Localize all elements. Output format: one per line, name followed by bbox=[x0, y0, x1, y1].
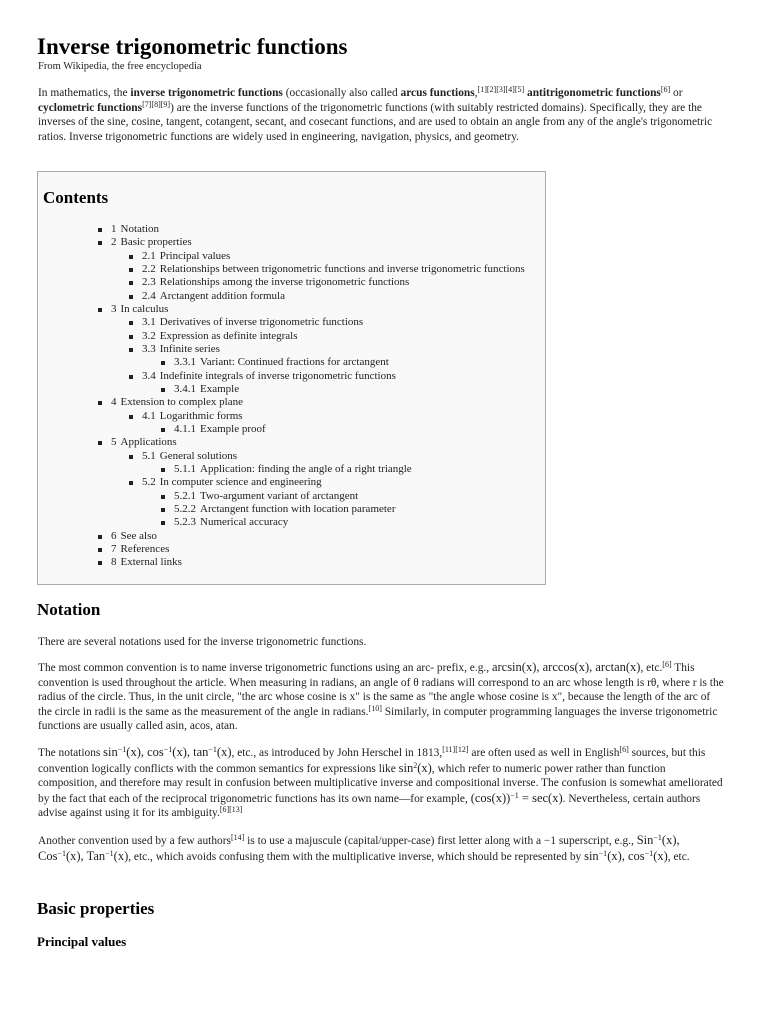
subsection-heading-principal-values: Principal values bbox=[37, 934, 127, 949]
math-exponent: −1 bbox=[208, 745, 217, 754]
math-exponent: −1 bbox=[644, 848, 654, 858]
bullet-icon bbox=[98, 535, 102, 539]
text: Similarly, in computer programming languages the inverse trigonometric functions are usually called asin, acos, atan. bbox=[38, 705, 718, 733]
toc-item[interactable] bbox=[38, 410, 543, 423]
bullet-icon bbox=[129, 455, 133, 459]
math-part: (x) bbox=[653, 848, 668, 863]
math-expression bbox=[584, 849, 668, 863]
text: , etc. bbox=[640, 662, 663, 674]
toc-item-number: 3 bbox=[111, 302, 117, 315]
toc-item-number: 4 bbox=[111, 396, 117, 409]
toc-item-number: 3.2 bbox=[142, 329, 156, 342]
text: , which refer to numeric power rather than function composition, and therefore may result in confusion between multiplicative inverse and compositional inverse. The confusion is somewhat ameliorated by the fact that each of the reciprocal trigonometric functions has its own name—for example, bbox=[38, 762, 723, 805]
toc-item-label[interactable]: Indefinite integrals of inverse trigonometric functions bbox=[159, 369, 396, 382]
bullet-icon bbox=[129, 335, 133, 339]
bullet-icon bbox=[98, 228, 102, 232]
toc-item-number: 3.3 bbox=[142, 342, 156, 355]
notation-paragraph-2 bbox=[38, 660, 724, 734]
toc-item-number: 3.4.1 bbox=[174, 382, 196, 395]
bullet-icon bbox=[98, 308, 102, 312]
toc-item-label[interactable]: Application: finding the angle of a right triangle bbox=[200, 462, 412, 475]
toc-item[interactable] bbox=[38, 356, 543, 369]
text: , etc., as introduced by John Herschel in 1813, bbox=[231, 747, 443, 759]
section-heading-notation: Notation bbox=[37, 600, 101, 619]
toc-item-label[interactable]: Derivatives of inverse trigonometric functions bbox=[159, 316, 364, 329]
bullet-icon bbox=[161, 508, 165, 512]
toc-item[interactable] bbox=[38, 516, 543, 529]
math-expression bbox=[399, 761, 432, 775]
toc-item[interactable] bbox=[38, 263, 543, 276]
math-part: (x) bbox=[113, 848, 129, 863]
toc-item[interactable] bbox=[38, 370, 543, 383]
citation[interactable]: [11][12] bbox=[442, 745, 469, 754]
citation[interactable]: [1][2][3][4][5] bbox=[477, 85, 525, 94]
bullet-icon bbox=[161, 361, 165, 365]
math-exponent: −1 bbox=[653, 833, 662, 842]
toc-item[interactable] bbox=[38, 316, 543, 329]
toc-item[interactable] bbox=[38, 396, 543, 409]
citation[interactable]: [10] bbox=[368, 703, 382, 713]
citation[interactable]: [6] bbox=[660, 85, 671, 94]
toc-list bbox=[38, 223, 543, 570]
toc-item[interactable] bbox=[38, 383, 543, 396]
toc-item-number: 4.1 bbox=[142, 409, 156, 422]
toc-item-number: 5.1.1 bbox=[174, 462, 196, 475]
math-part: sin bbox=[103, 745, 118, 759]
intro-text: In mathematics, the bbox=[38, 87, 131, 99]
toc-item-label[interactable]: Expression as definite integrals bbox=[159, 329, 298, 342]
math-part: (x), tan bbox=[172, 745, 209, 759]
math-part: Sin bbox=[636, 833, 654, 847]
page-title: Inverse trigonometric functions bbox=[37, 34, 348, 59]
toc-item[interactable] bbox=[38, 490, 543, 503]
toc-item-label[interactable]: Two-argument variant of arctangent bbox=[200, 489, 359, 502]
citation[interactable]: [14] bbox=[230, 833, 245, 842]
toc-item-label[interactable]: Infinite series bbox=[159, 342, 220, 355]
toc-item[interactable] bbox=[38, 556, 543, 569]
toc-item-number: 3.1 bbox=[142, 316, 156, 329]
term-antitrig: antitrigonometric functions bbox=[527, 87, 661, 99]
toc-title: Contents bbox=[43, 188, 109, 207]
math-expression: arcsin(x), arccos(x), arctan(x) bbox=[491, 660, 641, 674]
toc-item-number: 1 bbox=[111, 223, 117, 235]
toc-item-label[interactable]: Example proof bbox=[200, 422, 266, 435]
toc-item-number: 3.4 bbox=[142, 369, 156, 382]
math-expression bbox=[471, 791, 563, 805]
bullet-icon bbox=[161, 468, 165, 472]
toc-item-number: 2 bbox=[111, 236, 117, 249]
text: This convention is used throughout the article. When measuring in radians, an angle of θ radians will correspond to an arc whose length is rθ, where r is the radius of the circle. Thus, in the unit circle, "the arc whose cosine is x" is the same as "the angle whose cosine is x", because the length of the arc of the circle in radii is the same as the measurement of the angle in radians. bbox=[38, 662, 724, 718]
math-part: (x), Tan bbox=[65, 848, 106, 863]
math-part: (cos(x)) bbox=[470, 790, 511, 805]
bullet-icon bbox=[98, 241, 102, 245]
math-part: (x), Cos bbox=[38, 833, 680, 863]
bullet-icon bbox=[129, 281, 133, 285]
toc-item[interactable] bbox=[38, 330, 543, 343]
text: sources, but this convention logically conflicts with the common semantics for expressions like bbox=[38, 747, 706, 775]
bullet-icon bbox=[129, 268, 133, 272]
bullet-icon bbox=[129, 295, 133, 299]
toc-item-label[interactable]: Relationships between trigonometric functions and inverse trigonometric functions bbox=[159, 262, 525, 275]
bullet-icon bbox=[129, 481, 133, 485]
intro-paragraph: In mathematics, the inverse trigonometric functions (occasionally also called arcus functions,[1][2][3][4][5] antitrigonometric functions[6] or cyclometric functions[7][8][9]) are the inverse functions of the trigonometric functions (with suitably restricted domains). Specifically, they are the inverses of the sine, cosine, tangent, cotangent, secant, and cosecant functions, and are used to obtain an angle from any of the angle's trigonometric ratios. Inverse trigonometric functions are widely used in engineering, navigation, physics, and geometry. bbox=[38, 85, 713, 143]
math-exponent: −1 bbox=[57, 848, 66, 858]
citation[interactable]: [7][8][9] bbox=[142, 99, 171, 109]
toc-item-number: 2.1 bbox=[142, 249, 156, 262]
toc-item-number: 5.2.2 bbox=[174, 502, 196, 515]
bullet-icon bbox=[129, 348, 133, 352]
toc-item[interactable] bbox=[38, 436, 543, 449]
toc-item-number: 2.2 bbox=[142, 262, 156, 275]
term-arcus: arcus functions bbox=[400, 87, 475, 99]
text: The most common convention is to name inverse trigonometric functions using an arc- prefix, e.g., bbox=[38, 662, 492, 674]
bullet-icon bbox=[161, 428, 165, 432]
intro-text: (occasionally also called bbox=[282, 87, 401, 99]
toc-item[interactable] bbox=[38, 476, 543, 489]
toc-item-label[interactable]: Logarithmic forms bbox=[159, 409, 243, 422]
toc-item-number: 2.4 bbox=[142, 289, 156, 302]
toc-item-label[interactable]: General solutions bbox=[159, 449, 238, 462]
toc-item[interactable] bbox=[38, 450, 543, 463]
toc-item[interactable] bbox=[38, 250, 543, 263]
text: , etc. bbox=[667, 850, 690, 863]
toc-item-number: 3.3.1 bbox=[174, 356, 196, 369]
math-part: (x) bbox=[216, 745, 232, 759]
bullet-icon bbox=[98, 561, 102, 565]
math-expression bbox=[103, 745, 231, 759]
bullet-icon bbox=[129, 255, 133, 259]
toc-item-number: 5.2 bbox=[142, 476, 156, 489]
text: The notations bbox=[38, 747, 104, 759]
term-cyclometric: cyclometric functions bbox=[38, 101, 143, 114]
toc-item-number: 7 bbox=[111, 542, 117, 555]
notation-paragraph-3 bbox=[38, 745, 724, 821]
toc-item-number: 5.2.3 bbox=[174, 516, 196, 529]
math-exponent: −1 bbox=[598, 848, 608, 858]
toc-item[interactable] bbox=[38, 503, 543, 516]
toc-item-label[interactable]: Example bbox=[200, 382, 240, 395]
table-of-contents bbox=[37, 171, 546, 585]
toc-item-number: 5.1 bbox=[142, 449, 156, 462]
text: . Nevertheless, certain authors advise against using it for its ambiguity. bbox=[38, 792, 701, 820]
toc-item[interactable] bbox=[38, 236, 543, 249]
toc-item-number: 8 bbox=[111, 556, 117, 569]
toc-item[interactable] bbox=[38, 290, 543, 303]
bullet-icon bbox=[129, 415, 133, 419]
math-exponent: −1 bbox=[105, 848, 114, 858]
notation-paragraph-4 bbox=[38, 833, 724, 864]
toc-item-number: 4.1.1 bbox=[174, 422, 196, 435]
toc-item-label[interactable]: In computer science and engineering bbox=[159, 476, 322, 489]
bullet-icon bbox=[98, 441, 102, 445]
citation[interactable]: [6] bbox=[619, 745, 629, 754]
page-subtitle: From Wikipedia, the free encyclopedia bbox=[38, 61, 202, 72]
toc-item-label[interactable]: Extension to complex plane bbox=[120, 396, 243, 409]
citation[interactable]: [6][13] bbox=[219, 805, 243, 815]
toc-item-label[interactable]: Numerical accuracy bbox=[200, 516, 289, 529]
text: are often used as well in English bbox=[468, 747, 620, 759]
toc-item[interactable] bbox=[38, 223, 543, 236]
toc-item-label[interactable]: See also bbox=[120, 529, 157, 542]
math-exponent: −1 bbox=[163, 745, 173, 754]
math-part: = sec(x) bbox=[518, 790, 563, 805]
toc-item[interactable] bbox=[38, 423, 543, 436]
toc-item-number: 5.2.1 bbox=[174, 489, 196, 502]
text: , etc., which avoids confusing them with the multiplicative inverse, which should be represented by bbox=[128, 850, 585, 863]
toc-item-label[interactable]: Arctangent function with location parameter bbox=[200, 502, 396, 515]
text: is to use a majuscule (capital/upper-case) first letter along with a −1 superscript, e.g., bbox=[244, 835, 637, 847]
bullet-icon bbox=[98, 401, 102, 405]
math-exponent: −1 bbox=[117, 745, 127, 754]
toc-item-label[interactable]: Principal values bbox=[159, 249, 231, 262]
toc-item-label[interactable]: Relationships among the inverse trigonometric functions bbox=[159, 276, 410, 289]
toc-item[interactable] bbox=[38, 303, 543, 316]
bullet-icon bbox=[161, 495, 165, 499]
toc-item-number: 6 bbox=[111, 529, 117, 542]
toc-item[interactable] bbox=[38, 530, 543, 543]
toc-item[interactable] bbox=[38, 343, 543, 356]
section-heading-basic-properties: Basic properties bbox=[37, 899, 155, 918]
toc-item[interactable] bbox=[38, 463, 543, 476]
toc-item-label[interactable]: In calculus bbox=[120, 302, 169, 315]
bullet-icon bbox=[129, 321, 133, 325]
toc-item[interactable] bbox=[38, 543, 543, 556]
toc-item-label[interactable]: Notation bbox=[120, 223, 159, 235]
toc-item-label[interactable]: Applications bbox=[120, 436, 177, 449]
toc-item-label[interactable]: External links bbox=[120, 556, 182, 569]
math-part: (x) bbox=[417, 760, 432, 775]
term-inverse-trig: inverse trigonometric functions bbox=[130, 87, 283, 99]
toc-item-label[interactable]: Arctangent addition formula bbox=[159, 289, 285, 302]
intro-text: ) are the inverse functions of the trigonometric functions (with suitably restricted domains). Specifically, they are the inverses of the sine, cosine, tangent, cotangent, secant, and cosecant functions, and are used to obtain an angle from any of the angle's trigonometric ratios. Inverse trigonometric functions are widely used in engineering, navigation, physics, and geometry. bbox=[38, 101, 713, 143]
math-exponent: −1 bbox=[510, 790, 519, 800]
bullet-icon bbox=[129, 375, 133, 379]
math-part: (x), cos bbox=[607, 848, 645, 863]
notation-paragraph-1: There are several notations used for the inverse trigonometric functions. bbox=[38, 636, 367, 648]
bullet-icon bbox=[161, 388, 165, 392]
text: Another convention used by a few authors bbox=[38, 835, 231, 847]
citation[interactable]: [6] bbox=[662, 660, 672, 669]
math-part: sin bbox=[584, 848, 599, 863]
toc-item-number: 2.3 bbox=[142, 276, 156, 289]
toc-item-label[interactable]: References bbox=[120, 542, 170, 555]
toc-item-label[interactable]: Variant: Continued fractions for arctangent bbox=[200, 356, 389, 369]
bullet-icon bbox=[98, 548, 102, 552]
bullet-icon bbox=[161, 521, 165, 525]
math-part: (x), cos bbox=[126, 745, 164, 759]
math-part: sin bbox=[398, 760, 414, 775]
toc-item[interactable] bbox=[38, 276, 543, 289]
toc-item-label[interactable]: Basic properties bbox=[120, 236, 192, 249]
toc-item-number: 5 bbox=[111, 436, 117, 449]
math-exponent: 2 bbox=[413, 760, 418, 770]
intro-text: or bbox=[670, 87, 683, 99]
